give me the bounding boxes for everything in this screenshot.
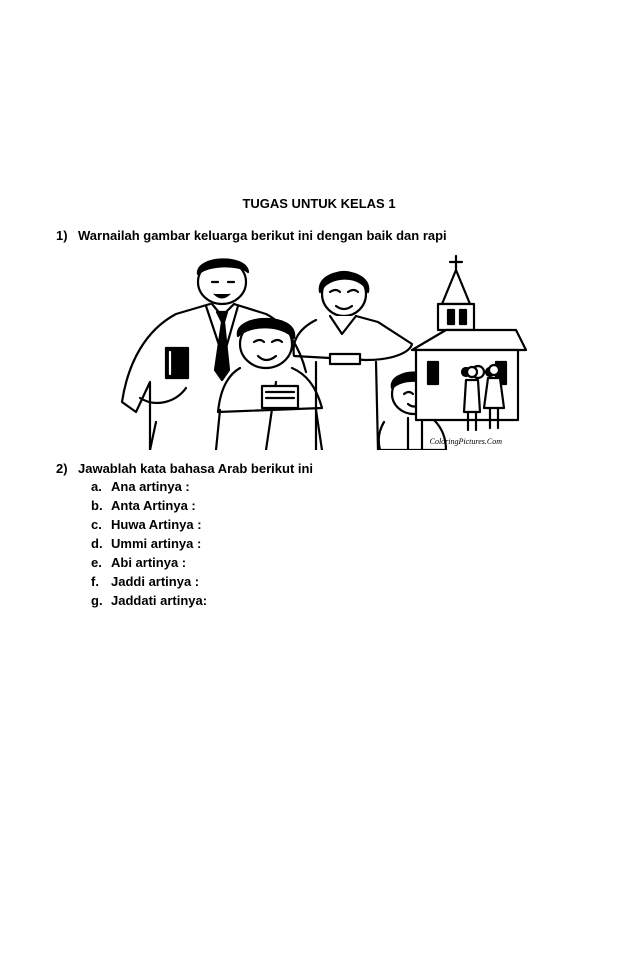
question-1-number: 1): [56, 228, 68, 243]
list-item: [91, 574, 207, 593]
list-item: [91, 479, 207, 498]
item-text: Anta Artinya :: [111, 498, 196, 513]
item-text: Jaddi artinya :: [111, 574, 200, 589]
list-item: [91, 555, 207, 574]
question-1: [56, 228, 447, 243]
question-2-text: Jawablah kata bahasa Arab berikut ini: [78, 461, 314, 476]
item-letter: g.: [91, 593, 103, 608]
item-text: Abi artinya :: [111, 555, 187, 570]
list-item: [91, 593, 207, 612]
item-letter: f.: [91, 574, 99, 589]
list-item: [91, 498, 207, 517]
list-item: [91, 517, 207, 536]
item-letter: c.: [91, 517, 102, 532]
family-coloring-illustration: [116, 252, 528, 450]
list-item: [91, 536, 207, 555]
item-text: Jaddati artinya:: [111, 593, 208, 608]
question-2-number: 2): [56, 461, 68, 476]
item-text: Huwa Artinya :: [111, 517, 202, 532]
page-title: TUGAS UNTUK KELAS 1: [242, 196, 396, 211]
question-2-list: [91, 479, 207, 612]
item-letter: e.: [91, 555, 102, 570]
question-1-text: Warnailah gambar keluarga berikut ini dengan baik dan rapi: [78, 228, 447, 243]
mother-figure: [294, 272, 412, 450]
question-2: [56, 461, 313, 476]
item-letter: b.: [91, 498, 103, 513]
item-text: Ummi artinya :: [111, 536, 202, 551]
item-letter: d.: [91, 536, 103, 551]
item-letter: a.: [91, 479, 102, 494]
illustration-watermark: ColoringPictures.Com: [429, 437, 502, 446]
item-text: Ana artinya :: [111, 479, 190, 494]
